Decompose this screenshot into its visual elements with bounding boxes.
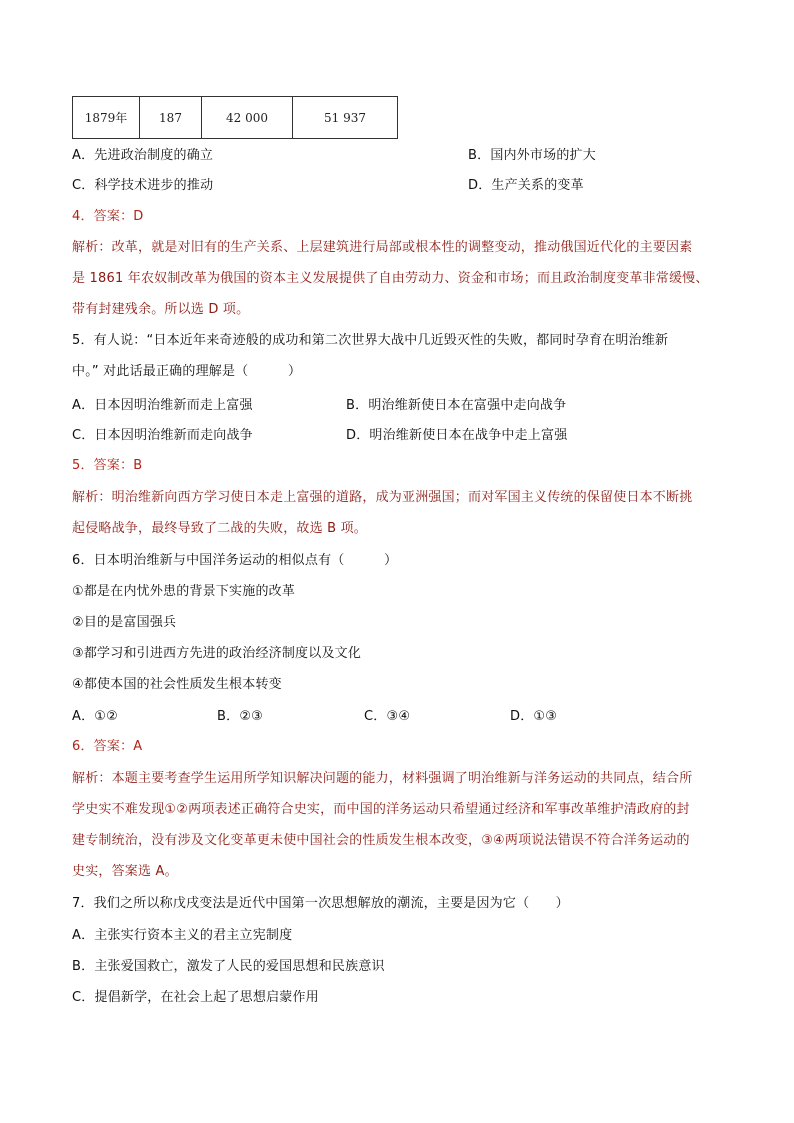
data-table xyxy=(72,96,398,139)
q4-explanation-line: 是 1861 年农奴制改革为俄国的资本主义发展提供了自由劳动力、资金和市场；而且政治制度变革非常缓慢、 xyxy=(72,271,709,286)
q5-explanation-line: 起侵略战争，最终导致了二战的失败，故选 B 项。 xyxy=(72,521,367,536)
q6-option-d: D．①③ xyxy=(510,709,558,724)
table-cell: 187 xyxy=(140,97,202,139)
q3-option-a: A．先进政治制度的确立 xyxy=(72,148,214,163)
q3-option-d: D．生产关系的变革 xyxy=(468,178,584,193)
q5-stem-line: 中。” 对此话最正确的理解是（ ） xyxy=(72,364,302,379)
q7-option-a: A．主张实行资本主义的君主立宪制度 xyxy=(72,928,293,943)
table-cell: 51 937 xyxy=(293,97,398,139)
q3-option-b: B．国内外市场的扩大 xyxy=(468,148,596,163)
q6-option-a: A．①② xyxy=(72,709,119,724)
q5-option-d: D．明治维新使日本在战争中走上富强 xyxy=(346,428,568,443)
q7-option-c: C．提倡新学，在社会上起了思想启蒙作用 xyxy=(72,990,319,1005)
q6-stem: 6．日本明治维新与中国洋务运动的相似点有（ ） xyxy=(72,553,398,568)
q4-answer: 4．答案：D xyxy=(72,209,144,224)
table-row xyxy=(73,97,398,139)
q6-item: ③都学习和引进西方先进的政治经济制度以及文化 xyxy=(72,646,362,661)
q6-explanation-line: 解析：本题主要考查学生运用所学知识解决问题的能力，材料强调了明治维新与洋务运动的共同点，结合所 xyxy=(72,771,693,786)
q7-option-b: B．主张爱国救亡，激发了人民的爱国思想和民族意识 xyxy=(72,959,385,974)
q5-explanation-line: 解析：明治维新向西方学习使日本走上富强的道路，成为亚洲强国；而对军国主义传统的保留使日本不断挑 xyxy=(72,490,693,505)
q6-item: ①都是在内忧外患的背景下实施的改革 xyxy=(72,584,296,599)
q6-item: ④都使本国的社会性质发生根本转变 xyxy=(72,677,282,692)
q5-stem-line: 5．有人说：“日本近年来奇迹般的成功和第二次世界大战中几近毁灭性的失败，都同时孕育在明治维新 xyxy=(72,333,669,348)
q5-option-a: A．日本因明治维新而走上富强 xyxy=(72,398,253,413)
q3-option-c: C．科学技术进步的推动 xyxy=(72,178,214,193)
q4-explanation-line: 带有封建残余。所以选 D 项。 xyxy=(72,302,250,317)
q6-explanation-line: 史实，答案选 A。 xyxy=(72,864,178,879)
q6-item: ②目的是富国强兵 xyxy=(72,615,177,630)
q5-option-b: B．明治维新使日本在富强中走向战争 xyxy=(346,398,567,413)
q5-option-c: C．日本因明治维新而走向战争 xyxy=(72,428,253,443)
q6-explanation-line: 学史实不难发现①②两项表述正确符合史实，而中国的洋务运动只希望通过经济和军事改革维护清政府的封 xyxy=(72,802,690,817)
table-cell-year: 1879年 xyxy=(73,97,140,139)
q6-explanation-line: 建专制统治，没有涉及文化变革更未使中国社会的性质发生根本改变，③④两项说法错误不符合洋务运动的 xyxy=(72,833,690,848)
q6-option-b: B．②③ xyxy=(217,709,264,724)
q5-answer: 5．答案：B xyxy=(72,458,143,473)
q6-option-c: C．③④ xyxy=(364,709,411,724)
q6-answer: 6．答案：A xyxy=(72,739,143,754)
q7-stem: 7．我们之所以称戊戌变法是近代中国第一次思想解放的潮流，主要是因为它（ ） xyxy=(72,896,569,911)
q4-explanation-line: 解析：改革，就是对旧有的生产关系、上层建筑进行局部或根本性的调整变动，推动俄国近代化的主要因素 xyxy=(72,240,693,255)
table-cell: 42 000 xyxy=(202,97,293,139)
